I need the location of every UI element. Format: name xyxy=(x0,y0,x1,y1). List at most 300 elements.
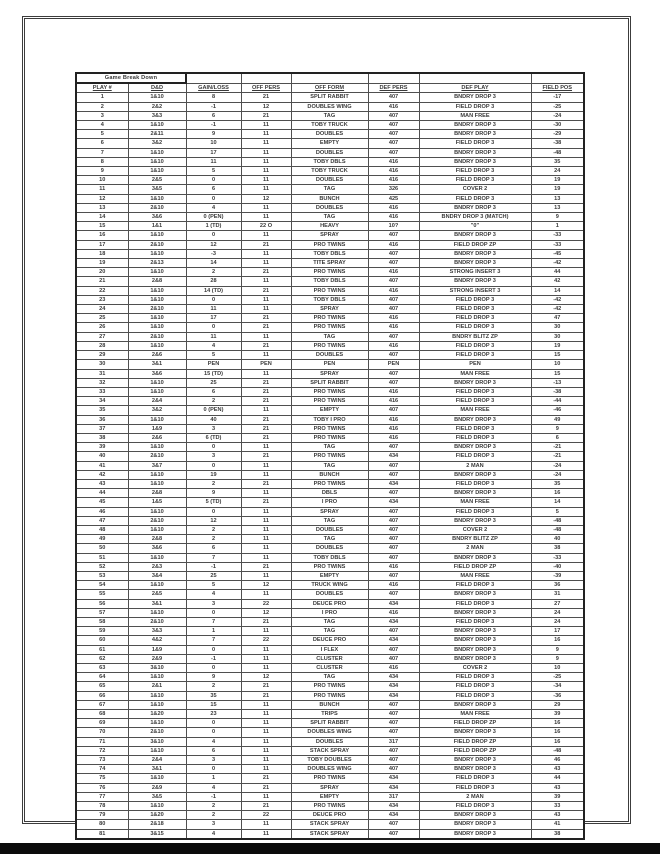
cell: SPLIT RABBIT xyxy=(291,378,368,387)
table-row xyxy=(76,194,584,203)
table-row xyxy=(76,664,584,673)
cell: 2&9 xyxy=(128,783,186,792)
cell: STACK SPRAY xyxy=(291,746,368,755)
cell: 6 xyxy=(76,139,128,148)
cell: 5 xyxy=(186,351,241,360)
cell: 11 xyxy=(241,792,291,801)
cell: 1 xyxy=(186,774,241,783)
cell: 28 xyxy=(76,341,128,350)
cell: BNDRY DROP 3 xyxy=(419,93,531,102)
cell: 2&10 xyxy=(128,452,186,461)
cell: 38 xyxy=(531,829,584,839)
cell: 407 xyxy=(368,700,419,709)
cell: PRO TWINS xyxy=(291,433,368,442)
table-row xyxy=(76,774,584,783)
table-row xyxy=(76,397,584,406)
cell: FIELD DROP 3 xyxy=(419,452,531,461)
cell: 3&10 xyxy=(128,664,186,673)
table-row xyxy=(76,231,584,240)
cell: 2&1 xyxy=(128,682,186,691)
cell: 0 xyxy=(186,664,241,673)
cell: 72 xyxy=(76,746,128,755)
cell: 24 xyxy=(76,305,128,314)
column-header: D&D xyxy=(128,83,186,93)
table-row xyxy=(76,176,584,185)
cell: SPRAY xyxy=(291,783,368,792)
cell: 68 xyxy=(76,710,128,719)
cell: 43 xyxy=(531,811,584,820)
cell: 8 xyxy=(76,157,128,166)
cell: 2&10 xyxy=(128,240,186,249)
cell: -48 xyxy=(531,148,584,157)
cell: 9 xyxy=(531,424,584,433)
cell: 9 xyxy=(186,489,241,498)
cell: 0 xyxy=(186,461,241,470)
cell: EMPTY xyxy=(291,792,368,801)
cell: 3&15 xyxy=(128,829,186,839)
cell: BNDRY DROP 3 xyxy=(419,121,531,130)
cell: 317 xyxy=(368,792,419,801)
cell: 60 xyxy=(76,636,128,645)
cell: 4 xyxy=(186,590,241,599)
cell: 407 xyxy=(368,406,419,415)
cell: 0 xyxy=(186,176,241,185)
cell: 1&10 xyxy=(128,378,186,387)
cell: 12 xyxy=(76,194,128,203)
cell: 407 xyxy=(368,489,419,498)
cell: 2&5 xyxy=(128,176,186,185)
cell: 36 xyxy=(531,581,584,590)
cell: 33 xyxy=(76,387,128,396)
cell: -38 xyxy=(531,387,584,396)
cell: 2&10 xyxy=(128,203,186,212)
cell: 11 xyxy=(241,728,291,737)
cell: -44 xyxy=(531,397,584,406)
cell: 46 xyxy=(76,507,128,516)
cell: 25 xyxy=(76,314,128,323)
table-row xyxy=(76,544,584,553)
cell: 0 xyxy=(186,645,241,654)
cell: 54 xyxy=(76,581,128,590)
table-row xyxy=(76,470,584,479)
cell: -42 xyxy=(531,305,584,314)
cell: 1 xyxy=(186,627,241,636)
cell: 2&8 xyxy=(128,277,186,286)
cell: COVER 2 xyxy=(419,525,531,534)
cell: FIELD DROP 3 xyxy=(419,387,531,396)
cell: 55 xyxy=(76,590,128,599)
cell: 1&10 xyxy=(128,553,186,562)
cell: 407 xyxy=(368,571,419,580)
cell: 2 xyxy=(186,479,241,488)
cell: BNDRY DROP 3 xyxy=(419,489,531,498)
cell: 4&2 xyxy=(128,636,186,645)
cell: 416 xyxy=(368,397,419,406)
cell: BNDRY DROP 3 xyxy=(419,443,531,452)
cell: 70 xyxy=(76,728,128,737)
cell: 2&4 xyxy=(128,397,186,406)
column-header: OFF PERS xyxy=(241,83,291,93)
cell: TAG xyxy=(291,443,368,452)
cell: 0 xyxy=(186,765,241,774)
cell: 3&5 xyxy=(128,185,186,194)
cell: 44 xyxy=(531,268,584,277)
cell: 1&10 xyxy=(128,268,186,277)
table-row xyxy=(76,525,584,534)
cell: DEUCE PRO xyxy=(291,636,368,645)
game-breakdown-table xyxy=(75,72,585,840)
cell: 19 xyxy=(531,341,584,350)
cell: 30 xyxy=(76,360,128,369)
table-row xyxy=(76,222,584,231)
cell: FIELD DROP 3 xyxy=(419,305,531,314)
cell: DOUBLES xyxy=(291,203,368,212)
cell: 0 xyxy=(186,719,241,728)
cell: 1&10 xyxy=(128,314,186,323)
cell: 1&10 xyxy=(128,673,186,682)
cell: FIELD DROP 3 xyxy=(419,507,531,516)
cell: TOBY DBLS xyxy=(291,277,368,286)
cell: TAG xyxy=(291,535,368,544)
cell: 80 xyxy=(76,820,128,829)
cell: 21 xyxy=(241,617,291,626)
cell: FIELD DROP 3 xyxy=(419,397,531,406)
cell: 11 xyxy=(241,470,291,479)
cell: 12 xyxy=(186,516,241,525)
table-row xyxy=(76,479,584,488)
cell: 407 xyxy=(368,765,419,774)
cell: TOBY TRUCK xyxy=(291,121,368,130)
cell: PEN xyxy=(186,360,241,369)
cell: TAG xyxy=(291,516,368,525)
cell: 3&7 xyxy=(128,461,186,470)
cell: -33 xyxy=(531,231,584,240)
cell: 2 xyxy=(186,802,241,811)
cell: 39 xyxy=(76,443,128,452)
cell: 416 xyxy=(368,176,419,185)
cell: 34 xyxy=(76,397,128,406)
cell: BNDRY DROP 3 xyxy=(419,756,531,765)
cell: PEN xyxy=(291,360,368,369)
cell: 2 xyxy=(186,397,241,406)
table-row xyxy=(76,820,584,829)
cell: 3&4 xyxy=(128,571,186,580)
cell: BUNCH xyxy=(291,700,368,709)
cell: 434 xyxy=(368,452,419,461)
cell: 12 xyxy=(241,194,291,203)
cell: 21 xyxy=(241,802,291,811)
cell: DEUCE PRO xyxy=(291,599,368,608)
cell: 51 xyxy=(76,553,128,562)
cell: TOBY TRUCK xyxy=(291,167,368,176)
cell: 407 xyxy=(368,249,419,258)
cell: 21 xyxy=(241,397,291,406)
cell: 11 xyxy=(241,765,291,774)
cell: 6 xyxy=(531,433,584,442)
cell: 11 xyxy=(241,544,291,553)
cell: TOBY DBLS xyxy=(291,553,368,562)
cell: 21 xyxy=(241,378,291,387)
cell: 416 xyxy=(368,203,419,212)
cell: PRO TWINS xyxy=(291,314,368,323)
cell: 407 xyxy=(368,111,419,120)
cell: BNDRY DROP 3 xyxy=(419,765,531,774)
cell: PRO TWINS xyxy=(291,424,368,433)
cell: 50 xyxy=(76,544,128,553)
cell: 434 xyxy=(368,673,419,682)
cell: -48 xyxy=(531,746,584,755)
cell: 416 xyxy=(368,387,419,396)
cell: 407 xyxy=(368,654,419,663)
cell: SPRAY xyxy=(291,305,368,314)
cell: FIELD DROP 3 xyxy=(419,424,531,433)
cell: I PRO xyxy=(291,498,368,507)
cell: 17 xyxy=(531,627,584,636)
cell: 77 xyxy=(76,792,128,801)
cell: DOUBLES xyxy=(291,130,368,139)
cell: 11 xyxy=(241,259,291,268)
cell: 21 xyxy=(76,277,128,286)
cell: FIELD DROP 3 xyxy=(419,682,531,691)
cell: 11 xyxy=(241,829,291,839)
cell: 21 xyxy=(241,387,291,396)
cell: 434 xyxy=(368,498,419,507)
cell: FIELD DROP ZP xyxy=(419,240,531,249)
column-header: DEF PLAY xyxy=(419,83,531,93)
cell: PRO TWINS xyxy=(291,452,368,461)
cell: PEN xyxy=(241,360,291,369)
cell: 22 xyxy=(241,599,291,608)
cell: DOUBLES xyxy=(291,176,368,185)
table-row xyxy=(76,360,584,369)
cell: 11 xyxy=(241,139,291,148)
cell: 19 xyxy=(531,176,584,185)
cell: FIELD DROP 3 xyxy=(419,581,531,590)
table-row xyxy=(76,249,584,258)
cell: 22 O xyxy=(241,222,291,231)
cell: 3&6 xyxy=(128,369,186,378)
cell: 1&10 xyxy=(128,525,186,534)
cell: 1&10 xyxy=(128,387,186,396)
table-row xyxy=(76,93,584,102)
cell: 11 xyxy=(241,710,291,719)
cell: FIELD DROP 3 xyxy=(419,167,531,176)
cell: 407 xyxy=(368,516,419,525)
cell: 11 xyxy=(241,627,291,636)
cell: -34 xyxy=(531,682,584,691)
cell: 21 xyxy=(241,682,291,691)
cell: 64 xyxy=(76,673,128,682)
cell: 1&10 xyxy=(128,157,186,166)
cell: PRO TWINS xyxy=(291,323,368,332)
cell: DOUBLES WING xyxy=(291,765,368,774)
cell: 6 xyxy=(186,544,241,553)
cell: 9 xyxy=(186,673,241,682)
cell: DOUBLES xyxy=(291,351,368,360)
cell: FIELD DROP 3 xyxy=(419,599,531,608)
cell: 11 xyxy=(241,489,291,498)
cell: CLUSTER xyxy=(291,664,368,673)
cell: 16 xyxy=(531,636,584,645)
cell: TAG xyxy=(291,617,368,626)
cell: 10? xyxy=(368,222,419,231)
table-row xyxy=(76,203,584,212)
table-row xyxy=(76,424,584,433)
cell: BNDRY DROP 3 xyxy=(419,277,531,286)
cell: 31 xyxy=(531,590,584,599)
cell: 25 xyxy=(186,571,241,580)
cell: 416 xyxy=(368,213,419,222)
table-row xyxy=(76,654,584,663)
cell: 434 xyxy=(368,802,419,811)
cell: 5 xyxy=(186,167,241,176)
cell: STRONG INSERT 3 xyxy=(419,268,531,277)
cell: 5 (TD) xyxy=(186,498,241,507)
cell: 1&10 xyxy=(128,691,186,700)
cell: TOBY I PRO xyxy=(291,415,368,424)
table-row xyxy=(76,765,584,774)
cell: 47 xyxy=(531,314,584,323)
cell: PRO TWINS xyxy=(291,387,368,396)
cell: 21 xyxy=(241,323,291,332)
cell: -21 xyxy=(531,452,584,461)
cell: 21 xyxy=(241,783,291,792)
table-header-row xyxy=(76,83,584,93)
cell: 407 xyxy=(368,231,419,240)
cell: 0 (PEN) xyxy=(186,406,241,415)
cell: 416 xyxy=(368,433,419,442)
cell: FIELD DROP 3 xyxy=(419,176,531,185)
cell: 416 xyxy=(368,341,419,350)
cell: FIELD DROP 3 xyxy=(419,691,531,700)
cell: BNDRY DROP 3 xyxy=(419,148,531,157)
cell: 3&2 xyxy=(128,139,186,148)
cell: 21 xyxy=(241,452,291,461)
cell: 1&10 xyxy=(128,479,186,488)
title-row-empty-cell xyxy=(531,73,584,83)
cell: 11 xyxy=(241,516,291,525)
cell: 15 xyxy=(531,369,584,378)
cell: 21 xyxy=(241,691,291,700)
cell: 11 xyxy=(241,719,291,728)
cell: 12 xyxy=(241,673,291,682)
cell: 12 xyxy=(241,608,291,617)
cell: BNDRY DROP 3 xyxy=(419,249,531,258)
cell: 3&3 xyxy=(128,111,186,120)
title-row-empty-cell xyxy=(419,73,531,83)
cell: 10 xyxy=(186,139,241,148)
cell: 7 xyxy=(76,148,128,157)
cell: 0 xyxy=(186,194,241,203)
table-row xyxy=(76,286,584,295)
cell: 1&9 xyxy=(128,645,186,654)
cell: 21 xyxy=(241,415,291,424)
bottom-black-bar xyxy=(0,843,660,854)
cell: 416 xyxy=(368,240,419,249)
cell: 15 xyxy=(186,700,241,709)
cell: 41 xyxy=(76,461,128,470)
cell: 2 xyxy=(186,811,241,820)
cell: 1&10 xyxy=(128,470,186,479)
table-row xyxy=(76,461,584,470)
cell: 407 xyxy=(368,525,419,534)
cell: 12 xyxy=(241,102,291,111)
cell: PRO TWINS xyxy=(291,397,368,406)
cell: 21 xyxy=(241,93,291,102)
cell: DOUBLES xyxy=(291,590,368,599)
cell: 19 xyxy=(186,470,241,479)
cell: 1&10 xyxy=(128,341,186,350)
cell: 27 xyxy=(76,332,128,341)
cell: 16 xyxy=(76,231,128,240)
title-row-empty-cell xyxy=(186,73,241,83)
cell: -24 xyxy=(531,470,584,479)
cell: 32 xyxy=(76,378,128,387)
cell: 3 xyxy=(186,452,241,461)
cell: STACK SPRAY xyxy=(291,829,368,839)
cell: 434 xyxy=(368,479,419,488)
cell: 2&10 xyxy=(128,305,186,314)
cell: 416 xyxy=(368,323,419,332)
cell: 407 xyxy=(368,590,419,599)
table-row xyxy=(76,323,584,332)
cell: 35 xyxy=(76,406,128,415)
cell: BNDRY DROP 3 xyxy=(419,590,531,599)
cell: -1 xyxy=(186,792,241,801)
cell: 11 xyxy=(241,461,291,470)
cell: TRIPS xyxy=(291,710,368,719)
cell: TOBY DBLS xyxy=(291,249,368,258)
cell: -33 xyxy=(531,240,584,249)
cell: 2 MAN xyxy=(419,544,531,553)
cell: TOBY DBLS xyxy=(291,157,368,166)
cell: 3&2 xyxy=(128,406,186,415)
cell: 434 xyxy=(368,774,419,783)
cell: TAG xyxy=(291,332,368,341)
cell: 14 (TD) xyxy=(186,286,241,295)
cell: 40 xyxy=(186,415,241,424)
cell: 25 xyxy=(186,378,241,387)
cell: 75 xyxy=(76,774,128,783)
cell: 17 xyxy=(76,240,128,249)
table-row xyxy=(76,636,584,645)
cell: FIELD DROP 3 xyxy=(419,194,531,203)
cell: 53 xyxy=(76,571,128,580)
cell: 11 xyxy=(241,121,291,130)
cell: 48 xyxy=(76,525,128,534)
cell: CLUSTER xyxy=(291,654,368,663)
cell: 6 xyxy=(186,185,241,194)
cell: 28 xyxy=(186,277,241,286)
table-row xyxy=(76,332,584,341)
cell: 21 xyxy=(241,341,291,350)
cell: 2&6 xyxy=(128,351,186,360)
cell: 21 xyxy=(241,424,291,433)
table-row xyxy=(76,443,584,452)
cell: 59 xyxy=(76,627,128,636)
table-row xyxy=(76,295,584,304)
cell: TAG xyxy=(291,213,368,222)
cell: FIELD DROP ZP xyxy=(419,719,531,728)
cell: 1&10 xyxy=(128,443,186,452)
cell: DOUBLES xyxy=(291,544,368,553)
cell: COVER 2 xyxy=(419,664,531,673)
table-row xyxy=(76,314,584,323)
cell: 1&10 xyxy=(128,93,186,102)
cell: 15 (TD) xyxy=(186,369,241,378)
cell: 39 xyxy=(531,792,584,801)
cell: 17 xyxy=(186,148,241,157)
